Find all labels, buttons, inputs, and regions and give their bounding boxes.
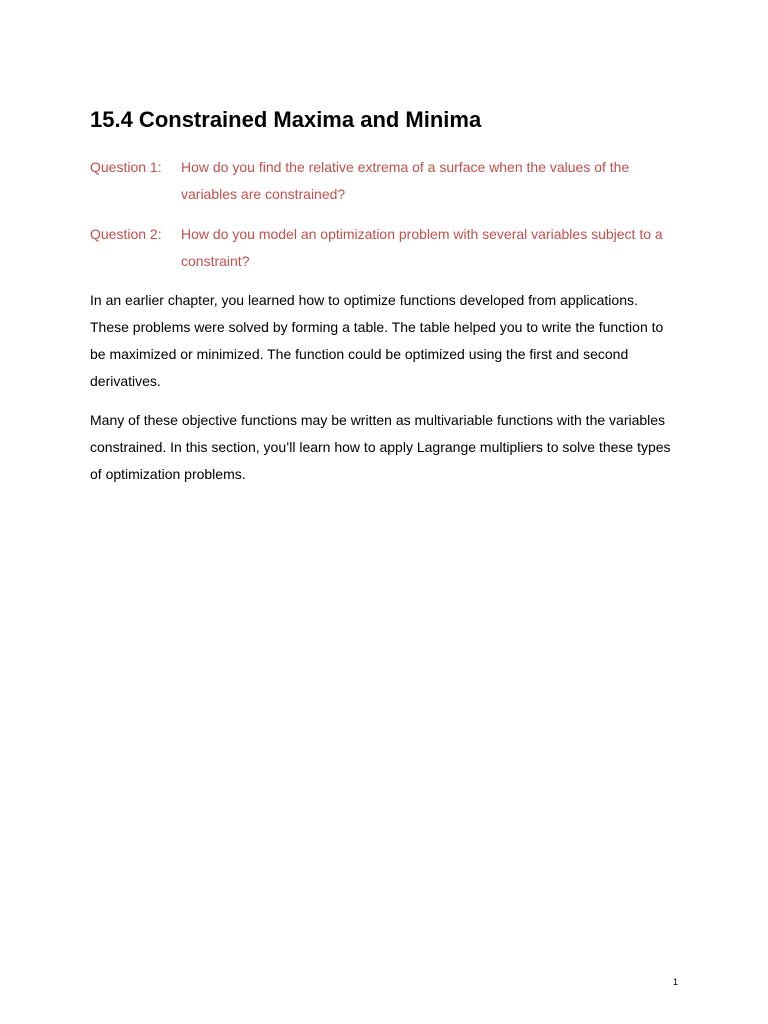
question-1-label: Question 1:	[90, 159, 162, 175]
question-2-label: Question 2:	[90, 226, 162, 242]
intro-paragraph: In an earlier chapter, you learned how to optimize functions developed from applications. These problems were solved by forming a table. The table helped you to write the function to be maximized or minimized. The function could be optimized using the first and second derivatives.	[90, 292, 664, 389]
question-2-text: How do you model an optimization problem with several variables subject to a constraint?	[181, 226, 663, 269]
page-number: 1	[673, 977, 679, 987]
section-title: 15.4 Constrained Maxima and Minima	[90, 107, 482, 132]
lagrange-paragraph: Many of these objective functions may be written as multivariable functions with the variables constrained. In this section, you’ll learn how to apply Lagrange multipliers to solve these types of optimization problems.	[90, 412, 671, 482]
question-1-text: How do you find the relative extrema of a surface when the values of the variables are constrained?	[181, 159, 630, 202]
